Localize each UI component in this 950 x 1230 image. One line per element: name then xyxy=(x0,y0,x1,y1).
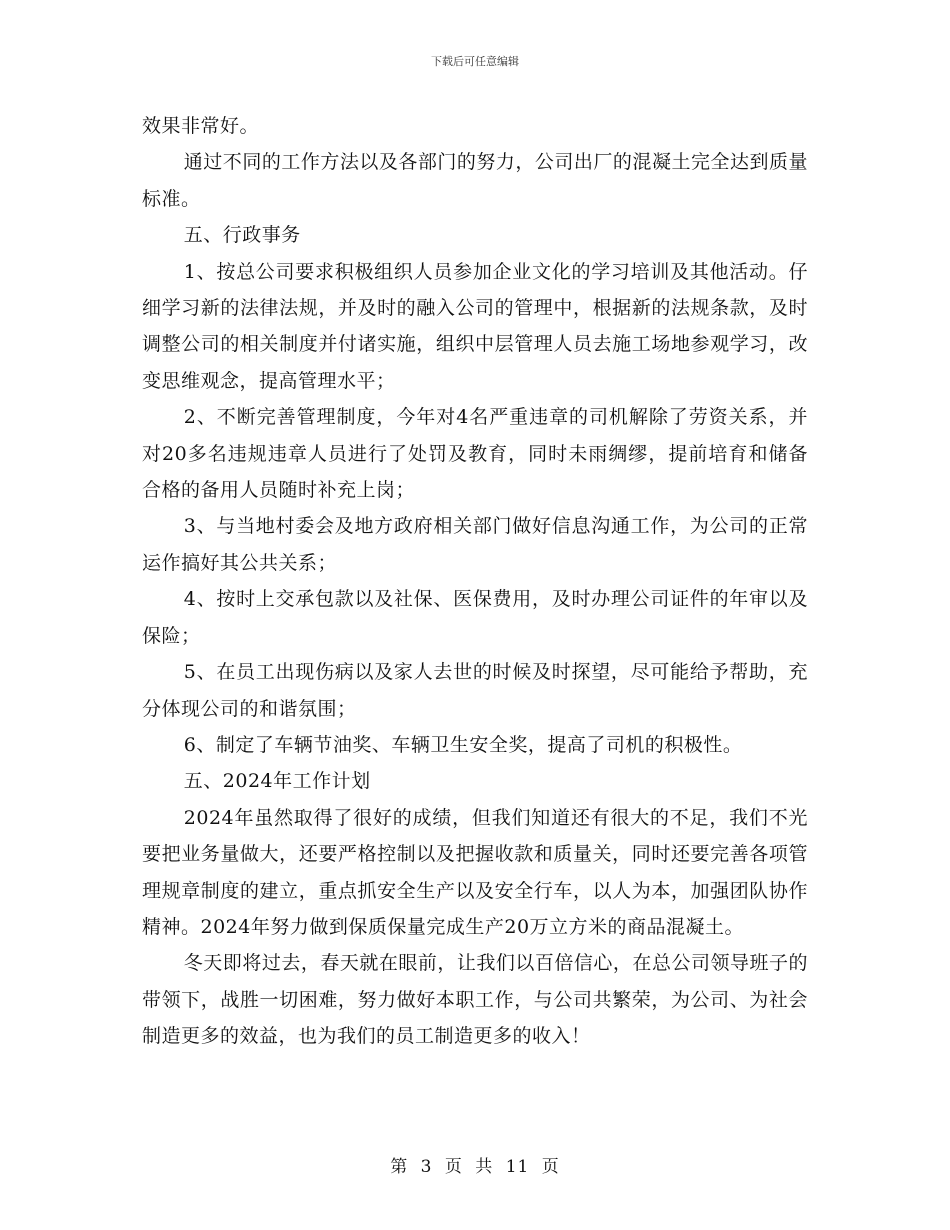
section-heading: 五、2024年工作计划 xyxy=(183,770,371,793)
list-item: 5、在员工出现伤病以及家人去世的时候及时探望，尽可能给予帮助，充分体现公司的和谐氛围； xyxy=(142,661,808,720)
section-heading: 五、行政事务 xyxy=(183,224,301,247)
paragraph: 2024年虽然取得了很好的成绩，但我们知道还有很大的不足，我们不光要把业务量做大，还要严格控制以及把握收款和质量关，同时还要完善各项管理规章制度的建立，重点抓安全生产以及安全行车，以人为本，加强团队协作精神。2024年努力做到保质保量完成生产20万立方米的商品混凝土。 xyxy=(142,806,808,938)
paragraph: 效果非常好。 xyxy=(142,115,260,137)
list-item: 3、与当地村委会及地方政府相关部门做好信息沟通工作，为公司的正常运作搞好其公共关系； xyxy=(142,515,808,574)
page-header: 下载后可任意编辑 xyxy=(431,55,519,68)
list-item: 6、制定了车辆节油奖、车辆卫生安全奖，提高了司机的积极性。 xyxy=(183,733,743,756)
list-item: 4、按时上交承包款以及社保、医保费用，及时办理公司证件的年审以及保险； xyxy=(142,588,808,647)
list-item: 1、按总公司要求积极组织人员参加企业文化的学习培训及其他活动。仔细学习新的法律法规，并及时的融入公司的管理中，根据新的法规条款，及时调整公司的相关制度并付诸实施，组织中层管理人员去施工场地参观学习，改变思维观念，提高管理水平； xyxy=(142,260,808,392)
paragraph: 冬天即将过去，春天就在眼前，让我们以百倍信心，在总公司领导班子的带领下，战胜一切困难，努力做好本职工作，与公司共繁荣，为公司、为社会制造更多的效益，也为我们的员工制造更多的收入！ xyxy=(142,952,808,1048)
page-number: 第 3 页 共 11 页 xyxy=(390,1157,560,1177)
paragraph: 通过不同的工作方法以及各部门的努力，公司出厂的混凝土完全达到质量标准。 xyxy=(142,151,808,210)
list-item: 2、不断完善管理制度，今年对4名严重违章的司机解除了劳资关系，并对20多名违规违章人员进行了处罚及教育，同时未雨绸缪，提前培育和储备合格的备用人员随时补充上岗； xyxy=(142,406,808,502)
document-body xyxy=(142,108,808,1055)
